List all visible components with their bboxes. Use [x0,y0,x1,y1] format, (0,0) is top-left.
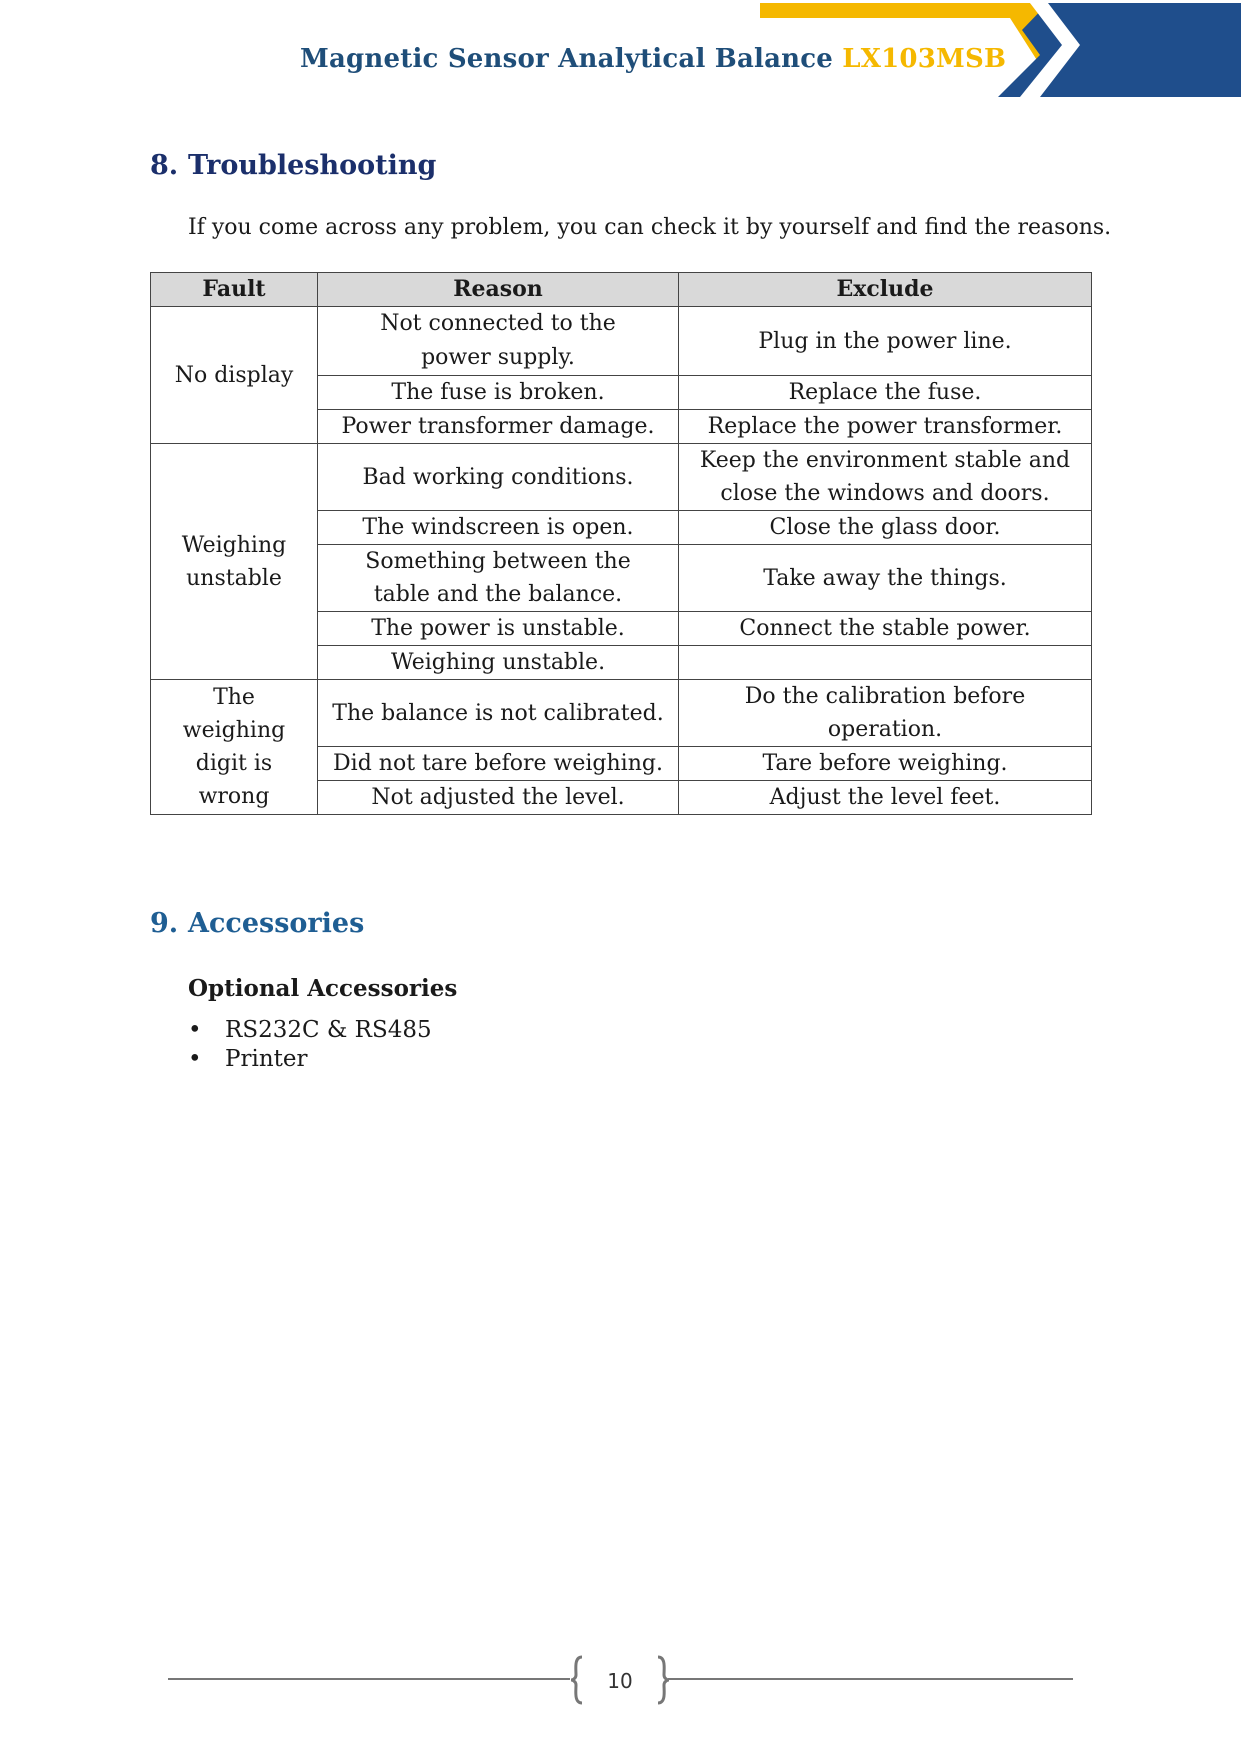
footer-rule-left [168,1678,570,1680]
list-item-text: Printer [225,1046,308,1072]
table-row [151,444,1092,511]
reason-cell: Not adjusted the level. [318,781,679,815]
exclude-cell: Close the glass door. [679,511,1092,545]
troubleshooting-intro: If you come across any problem, you can check it by yourself and find the reasons. [188,215,1112,240]
exclude-cell: Connect the stable power. [679,612,1092,646]
table-row [151,680,1092,747]
table-header-row [151,273,1092,307]
reason-cell: Power transformer damage. [318,410,679,444]
fault-text: Weighing unstable [181,532,287,591]
exclude-cell: Adjust the level feet. [679,781,1092,815]
section-title: Accessories [188,908,365,939]
fault-cell: No display [151,307,318,444]
exclude-cell: Replace the fuse. [679,376,1092,410]
troubleshooting-table [150,272,1092,815]
reason-cell: The balance is not calibrated. [318,680,679,747]
exclude-cell: Replace the power transformer. [679,410,1092,444]
column-header-exclude: Exclude [679,273,1092,307]
reason-cell: Did not tare before weighing. [318,747,679,781]
page-number: 10 [607,1669,633,1693]
exclude-cell [679,646,1092,680]
exclude-cell: Do the calibration before operation. [679,680,1092,747]
list-item-text: RS232C & RS485 [225,1017,432,1043]
exclude-cell: Plug in the power line. [679,307,1092,376]
document-header-title [300,44,1007,74]
exclude-cell: Keep the environment stable and close the windows and doors. [679,444,1092,511]
section-title: Troubleshooting [188,150,437,181]
reason-cell: Something between the table and the balance. [318,545,679,612]
reason-cell: The windscreen is open. [318,511,679,545]
reason-cell: The fuse is broken. [318,376,679,410]
footer-rule-right [668,1678,1073,1680]
reason-cell: Not connected to the power supply. [318,307,679,376]
list-item [188,1016,432,1045]
reason-cell: Weighing unstable. [318,646,679,680]
column-header-fault: Fault [151,273,318,307]
section-number: 9. [150,908,179,939]
optional-accessories-subheading: Optional Accessories [188,975,458,1002]
troubleshooting-heading [150,150,436,181]
column-header-reason: Reason [318,273,679,307]
header-product-name: Magnetic Sensor Analytical Balance [300,44,833,74]
table-row [151,307,1092,376]
section-number: 8. [150,150,179,181]
fault-text: The weighing digit is wrong [182,685,286,809]
header-model-number: LX103MSB [842,44,1007,74]
exclude-cell: Take away the things. [679,545,1092,612]
accessories-heading [150,908,364,939]
list-item [188,1045,432,1074]
bullet-icon: • [188,1017,202,1043]
bullet-icon: • [188,1046,202,1072]
fault-cell [151,680,318,815]
fault-cell [151,444,318,680]
reason-cell: The power is unstable. [318,612,679,646]
exclude-cell: Tare before weighing. [679,747,1092,781]
reason-cell: Bad working conditions. [318,444,679,511]
accessories-list [188,1016,432,1074]
